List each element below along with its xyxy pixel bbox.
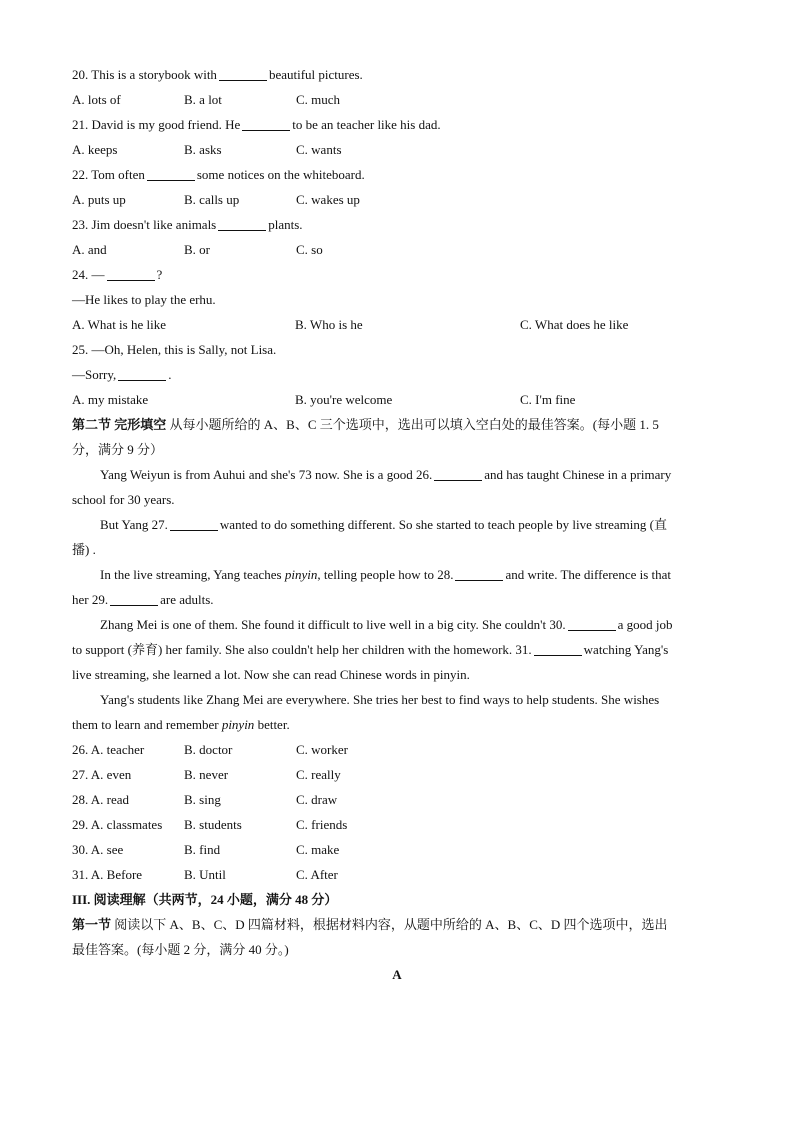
section-3-title: III. 阅读理解（共两节，24 小题，满分 48 分） xyxy=(72,892,338,907)
options-23 xyxy=(72,237,722,262)
answer-blank xyxy=(170,516,218,531)
answer-blank xyxy=(534,641,582,656)
options-20 xyxy=(72,87,722,112)
options-24 xyxy=(72,312,722,337)
option-b: B. Who is he xyxy=(295,317,363,332)
passage-p4-line1: Zhang Mei is one of them. She found it difficult to live well in a big city. She couldn't 30. a good job xyxy=(100,617,673,632)
question-stem-21: 21. David is my good friend. He to be an teacher like his dad. xyxy=(72,117,441,132)
answer-blank xyxy=(219,66,267,81)
cloze-options-31: 31. A. Before B. Until C. After xyxy=(72,867,338,882)
options-22 xyxy=(72,187,722,212)
passage-label-a: A xyxy=(392,967,402,982)
option-c: C. much xyxy=(296,92,341,107)
question-stem-24: 24. — ? xyxy=(72,267,163,282)
answer-blank xyxy=(147,166,195,181)
option-a: A. and xyxy=(72,242,107,257)
passage-p4-line3: live streaming, she learned a lot. Now she can read Chinese words in pinyin. xyxy=(72,667,470,682)
passage-p4-line2: to support (养育) her family. She also couldn't help her children with the homework. 31. watching Yang's xyxy=(72,642,669,657)
question-reply-25: —Sorry, . xyxy=(72,367,172,382)
cloze-options-28: 28. A. read B. sing C. draw xyxy=(72,792,338,807)
section-3-sub: 第一节 阅读以下 A、B、C、D 四篇材料，根据材料内容，从题中所给的 A、B、C、D 四个选项中，选出 xyxy=(72,917,668,932)
answer-blank xyxy=(455,566,503,581)
question-reply-24: —He likes to play the erhu. xyxy=(72,292,216,307)
exam-page xyxy=(72,62,722,987)
answer-blank xyxy=(218,216,266,231)
option-b: B. asks xyxy=(184,142,222,157)
question-stem-23: 23. Jim doesn't like animals plants. xyxy=(72,217,303,232)
section-2-heading-cont: 分，满分 9 分） xyxy=(72,442,164,457)
passage-p5-line2: them to learn and remember pinyin better. xyxy=(72,717,290,732)
cloze-options-30: 30. A. see B. find C. make xyxy=(72,842,340,857)
answer-blank xyxy=(110,591,158,606)
answer-blank xyxy=(434,466,482,481)
passage-p3-line2: her 29. are adults. xyxy=(72,592,214,607)
option-a: A. What is he like xyxy=(72,317,166,332)
section-2-heading: 第二节 完形填空 从每小题所给的 A、B、C 三个选项中，选出可以填入空白处的最佳答案。(每小题 1. 5 xyxy=(72,417,659,432)
cloze-options-27: 27. A. even B. never C. really xyxy=(72,767,341,782)
option-b: B. a lot xyxy=(184,92,222,107)
passage-p5-line1: Yang's students like Zhang Mei are everywhere. She tries her best to find ways to help students. She wishes xyxy=(100,692,660,707)
option-c: C. I'm fine xyxy=(520,392,576,407)
section-3-sub-cont: 最佳答案。(每小题 2 分，满分 40 分。) xyxy=(72,942,289,957)
option-b: B. calls up xyxy=(184,192,240,207)
question-stem-20: 20. This is a storybook with beautiful pictures. xyxy=(72,67,363,82)
option-b: B. you're welcome xyxy=(295,392,393,407)
option-a: A. lots of xyxy=(72,92,121,107)
option-a: A. puts up xyxy=(72,192,126,207)
cloze-options-26: 26. A. teacher B. doctor C. worker xyxy=(72,742,348,757)
answer-blank xyxy=(242,116,290,131)
passage-p2-line1: But Yang 27. wanted to do something different. So she started to teach people by live streaming (直 xyxy=(100,517,667,532)
passage-p3-line1: In the live streaming, Yang teaches pinyin, telling people how to 28. and write. The difference is that xyxy=(100,567,672,582)
options-25 xyxy=(72,387,722,412)
cloze-options-29: 29. A. classmates B. students C. friends xyxy=(72,817,348,832)
answer-blank xyxy=(568,616,616,631)
passage-p2-line2: 播) . xyxy=(72,542,96,557)
option-c: C. What does he like xyxy=(520,317,629,332)
option-c: C. wants xyxy=(296,142,342,157)
option-a: A. my mistake xyxy=(72,392,149,407)
option-b: B. or xyxy=(184,242,210,257)
option-c: C. so xyxy=(296,242,323,257)
answer-blank xyxy=(118,366,166,381)
option-c: C. wakes up xyxy=(296,192,360,207)
answer-blank xyxy=(107,266,155,281)
passage-p1-line1: Yang Weiyun is from Auhui and she's 73 now. She is a good 26. and has taught Chinese in a primary xyxy=(100,467,672,482)
question-stem-22: 22. Tom often some notices on the whiteboard. xyxy=(72,167,365,182)
question-stem-25: 25. —Oh, Helen, this is Sally, not Lisa. xyxy=(72,342,277,357)
options-21 xyxy=(72,137,722,162)
passage-p1-line2: school for 30 years. xyxy=(72,492,175,507)
option-a: A. keeps xyxy=(72,142,118,157)
